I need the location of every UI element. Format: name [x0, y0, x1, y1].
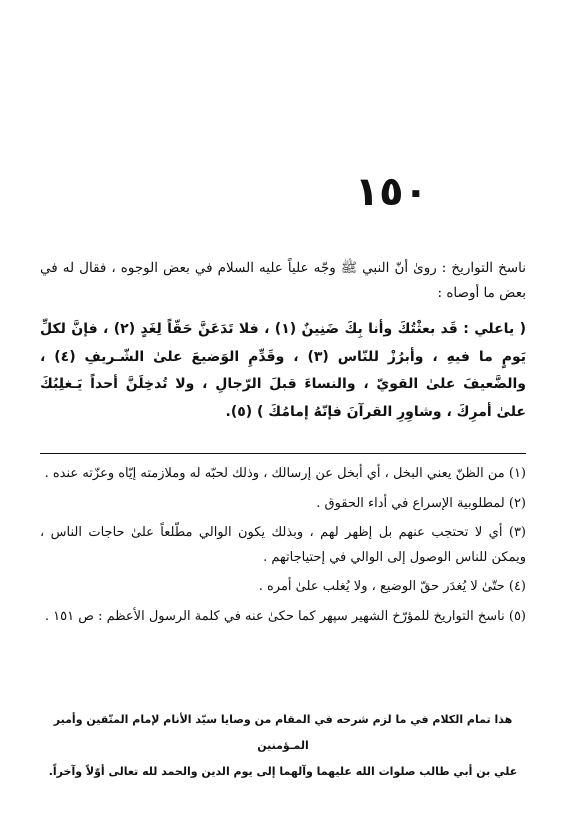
footnote-3: (٣) أي لا تحتجب عنهم بل إظهر لهم ، وبذلك يكون الوالي مطّلعاً علىٰ حاجات الناس ، ويمكن للناس الوصول إلى الوالي في إحتياجاتهم .	[40, 525, 526, 565]
quote-paragraph: ( ياعلي : قَد بعثْتُكَ وأنا بِكَ ضَنِينٌ (١) ، فلا تَدَعَنَّ حَقّاً لِغَدٍ (٢) ، فإنَّ لكلِّ يَومٍ ما فيهِ ، وأبرُزْ للنّاس (٣) ، وقَدِّمِ الوَضيعَ علىٰ الشّـريفِ (٤) ، والضَّعيفَ علىٰ القويّ ، والنساءَ قبلَ الرّجالِ ، ولا تُدخِلَنَّ أحداً يَـغلِبُكَ علىٰ أمرِكَ ، وشاوِرِ القرآنَ فإنّهُ إمامُكَ ) (٥).	[40, 321, 526, 420]
closing-note	[40, 707, 526, 785]
page-number: ١٥٠	[354, 169, 428, 215]
closing-line-1: هذا تمام الكلام في ما لزم شرحه في المقام من وصايا سيّد الأنام لإمام المتّقين وأمير المـؤمنين	[53, 713, 513, 752]
footnote-4: (٤) حتّىٰ لا يُغدَر حقّ الوضيع ، ولا يُغلب علىٰ أمره .	[258, 579, 526, 594]
intro-paragraph: ناسخ التواريخ : روىٰ أنّ النبي ﷺ وجّه علياً عليه السلام في بعض الوجوه ، فقال له في بعض ما أوصاه :	[40, 260, 526, 301]
footnote-1: (١) من الظنّ يعني البخل ، أي أبخل عن إرسالك ، وذلك لحبّه له وملازمته إيّاه وعزّته عنده .	[44, 466, 526, 481]
footnote-divider	[40, 453, 526, 454]
footnote-5: (٥) ناسخ التواريخ للمؤرّخ الشهير سپهر كما حكىٰ عنه في كلمة الرسول الأعظم : ص ١٥١ .	[44, 608, 526, 624]
footnotes-section	[40, 462, 526, 634]
closing-line-2: علي بن أبي طالب صلوات الله عليهما وآلهما إلى يوم الدين والحمد لله تعالى أوّلاً وآخراً.	[48, 765, 518, 778]
footnote-2: (٢) لمطلوبية الإسراع في أداء الحقوق .	[316, 495, 526, 511]
